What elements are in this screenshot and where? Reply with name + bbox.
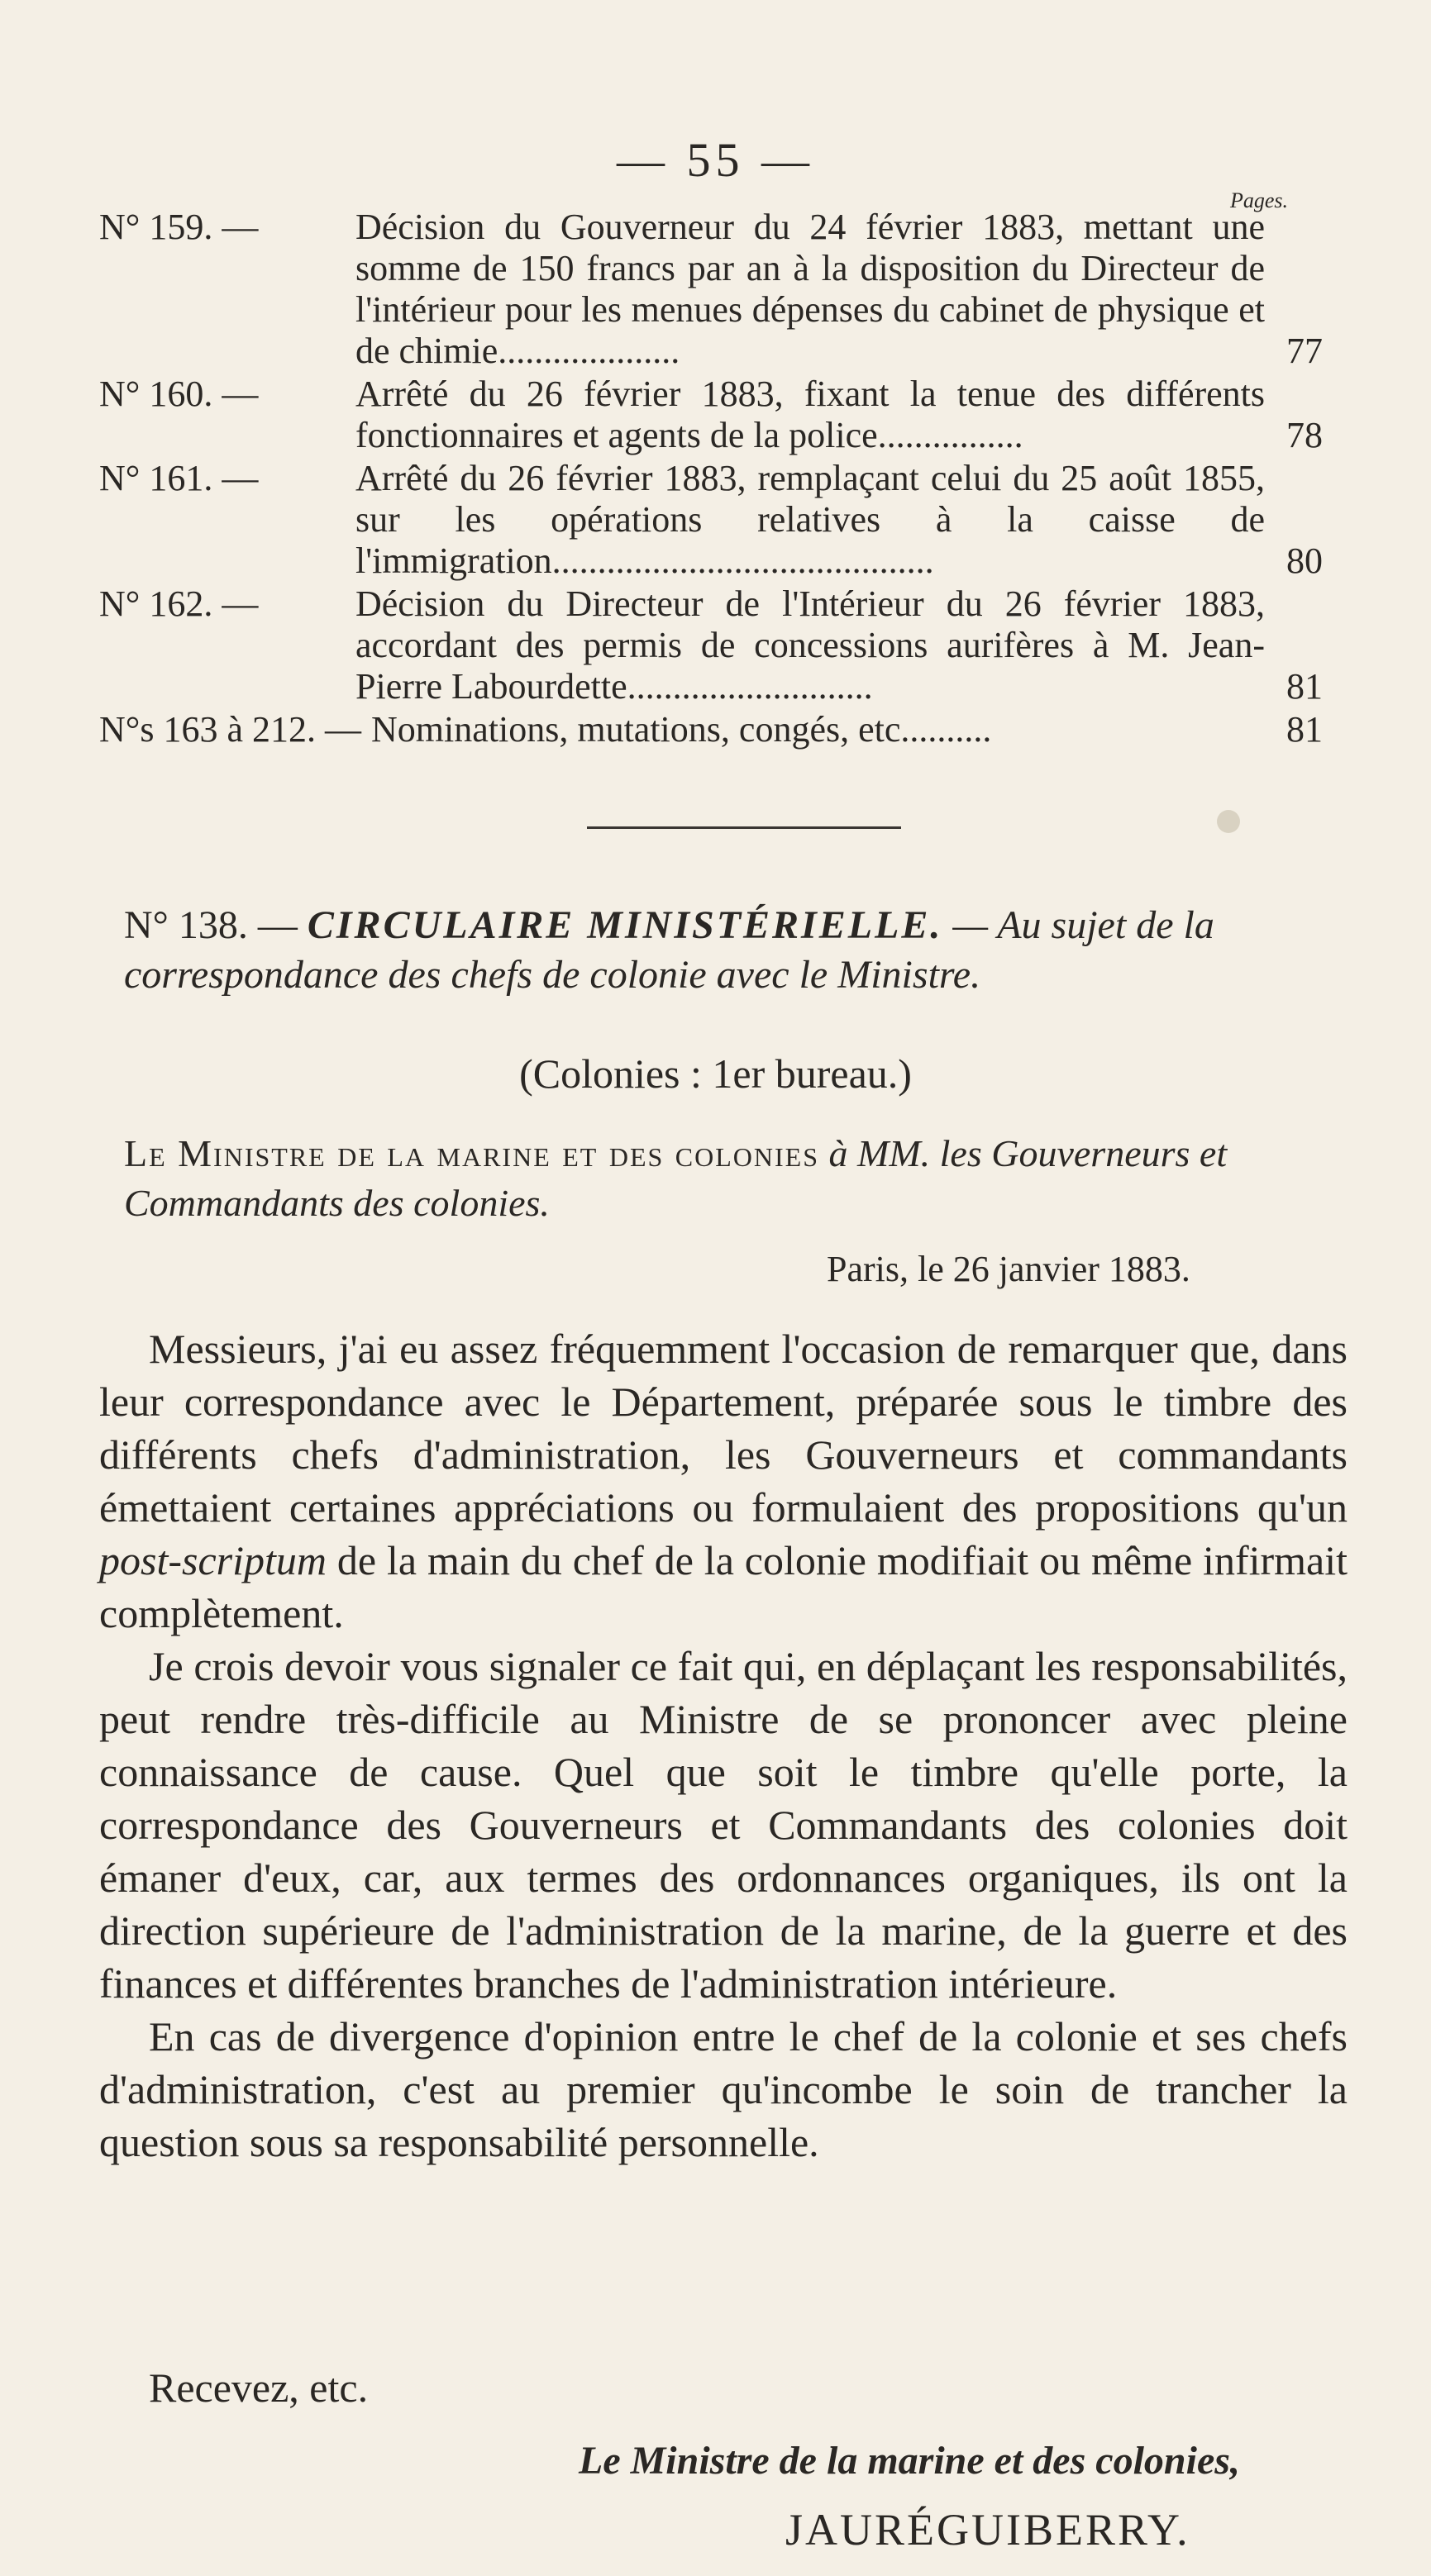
toc-number: N° 161. — [99,458,259,498]
toc-page: 78 [1286,415,1323,455]
address-sender: Le Ministre de la marine et des colonies [124,1132,819,1174]
circular-number: N° 138. — [124,903,298,947]
body-italic: post-scriptum [99,1537,327,1583]
toc-number: N° 159. — [99,207,259,247]
toc-page: 81 [1286,666,1323,707]
toc-item [99,583,1323,707]
date-line: Paris, le 26 janvier 1883. [827,1249,1190,1289]
toc-number: N° 160. — [99,374,259,414]
toc-page: 80 [1286,540,1323,581]
toc-text: Décision du Gouverneur du 24 février 1883, mettant une somme de 150 francs par an à la disposition du Directeur de l'intérieur pour les menues dépenses du cabinet de physique et de chimie.................... [355,207,1265,371]
toc-text: Nominations, mutations, congés, etc.......... [371,709,992,750]
page-number: — 55 — [617,133,814,187]
toc-text: Arrêté du 26 février 1883, fixant la tenue des différents fonctionnaires et agents de la police................ [355,374,1265,455]
circular-title: CIRCULAIRE MINISTÉRIELLE. [307,903,943,947]
toc-page: 77 [1286,331,1323,371]
pages-column-label: Pages. [1230,188,1289,212]
table-of-contents [99,207,1323,752]
address-line [124,1129,1339,1228]
body-text-part: Messieurs, j'ai eu assez fréquemment l'occasion de remarquer que, dans leur correspondance avec le Département, préparée sous le timbre des différents chefs d'administration, les Gouverneurs et commandants émettaient certaines appréciations ou formulaient des propositions qu'un [99,1326,1348,1531]
toc-page: 81 [1286,709,1323,750]
circular-subject: — Au sujet de la correspondance des chefs de colonie avec le Ministre. [124,903,1214,997]
letter-body [99,1322,1348,2169]
toc-number: N° 162. — [99,583,259,624]
body-text-part: de la main du chef de la colonie modifiait ou même infirmait complètement. [99,1537,1348,1636]
signature-title: Le Ministre de la marine et des colonies, [579,2439,1240,2483]
toc-number: N°s 163 à 212. — [99,709,362,750]
toc-item [99,207,1323,372]
toc-item [99,709,1323,750]
address-recipient: à MM. les Gouverneurs et Commandants des colonies. [124,1132,1228,1224]
ink-blot [1217,810,1240,833]
section-divider [587,826,901,829]
toc-text: Arrêté du 26 février 1883, remplaçant celui du 25 août 1855, sur les opérations relatives à la caisse de l'immigration.......................................... [355,458,1265,581]
toc-item [99,374,1323,456]
closing-formula: Recevez, etc. [149,2364,369,2411]
body-paragraph: En cas de divergence d'opinion entre le chef de la colonie et ses chefs d'administration, c'est au premier qu'incombe le soin de trancher la question sous sa responsabilité personnelle. [99,2013,1348,2165]
body-paragraph: Je crois devoir vous signaler ce fait qui, en déplaçant les responsabilités, peut rendre très-difficile au Ministre de se prononcer avec pleine connaissance de cause. Quel que soit le timbre qu'elle porte, la correspondance des Gouverneurs et Commandants des colonies doit émaner d'eux, car, aux termes des ordonnances organiques, ils ont la direction supérieure de l'administration de la marine, de la guerre et des finances et différentes branches de l'administration intérieure. [99,1643,1348,2007]
signature-name: JAURÉGUIBERRY. [785,2505,1190,2555]
circular-heading [124,901,1339,1000]
toc-item [99,458,1323,582]
bureau-line: (Colonies : 1er bureau.) [519,1050,912,1097]
toc-text: Décision du Directeur de l'Intérieur du 26 février 1883, accordant des permis de concessions aurifères à M. Jean-Pierre Labourdette........................... [355,583,1265,707]
body-paragraph [99,1322,1348,1640]
